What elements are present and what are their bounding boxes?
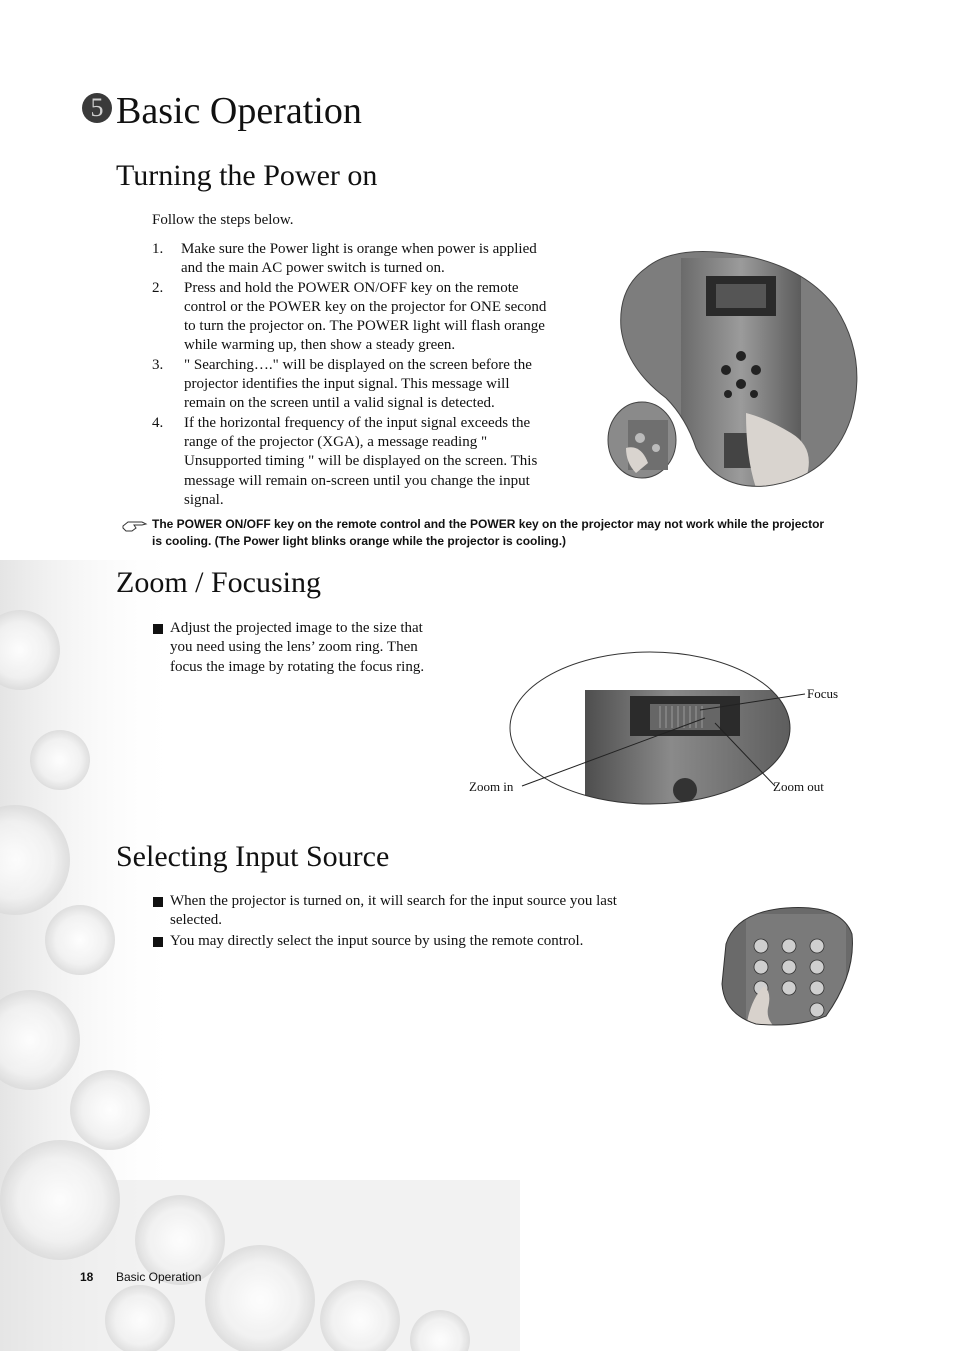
source-line: You may directly select the input source by using the remote control. [170, 933, 584, 949]
power-steps-list [152, 240, 592, 510]
footer-title: Basic Operation [116, 1270, 202, 1284]
step-line: projector identifies the input signal. This message will [184, 376, 510, 393]
step-line: and the main AC power switch is turned on. [181, 260, 445, 277]
step-line: signal. [184, 491, 224, 508]
step-line: Unsupported timing " will be displayed on the screen. This [184, 453, 538, 470]
step-item [152, 279, 592, 356]
step-item [152, 356, 592, 414]
step-line: range of the projector (XGA), a message reading " [184, 433, 488, 450]
step-line: Press and hold the POWER ON/OFF key on the remote [184, 279, 519, 296]
step-line: " Searching…." will be displayed on the screen before the [184, 356, 532, 373]
power-note [152, 516, 912, 550]
step-number: 1. [152, 241, 164, 257]
bullet-square [153, 937, 163, 947]
focus-caption: Focus [807, 686, 839, 701]
page-number: 18 [80, 1270, 94, 1284]
lens-zoom-photo [500, 628, 820, 806]
zoom-paragraph [170, 619, 460, 677]
zoom-out-caption: Zoom out [773, 779, 824, 794]
chapter-number-badge: 5 [82, 93, 112, 123]
section-heading-zoom: Zoom / Focusing [116, 566, 322, 599]
zoom-line: you need using the lens’ zoom ring. Then [170, 639, 418, 656]
zoom-in-caption: Zoom in [469, 779, 514, 794]
pointing-hand-icon [122, 519, 148, 533]
bullet-square [153, 897, 163, 907]
remote-control-photo [716, 904, 856, 1028]
source-line: When the projector is turned on, it will search for the input source you last [170, 893, 617, 909]
step-line: Make sure the Power light is orange when power is applied [181, 241, 537, 257]
step-line: If the horizontal frequency of the input signal exceeds the [184, 414, 531, 431]
zoom-line: Adjust the projected image to the size that [170, 620, 423, 636]
note-line: is cooling. (The Power light blinks orange while the projector is cooling.) [152, 534, 567, 548]
note-line: The POWER ON/OFF key on the remote control and the POWER key on the projector may not work while the projector [152, 517, 825, 531]
step-line: to turn the projector on. The POWER light will flash orange [184, 318, 545, 335]
step-number: 2. [152, 279, 164, 296]
zoom-line: focus the image by rotating the focus ring. [170, 658, 425, 675]
projector-power-key-photo [606, 248, 876, 488]
step-line: while warming up, then show a steady green. [184, 337, 456, 354]
step-line: control or the POWER key on the projector for ONE second [184, 298, 547, 315]
step-line: remain on the screen until a valid signal is detected. [184, 395, 495, 412]
chapter-title: Basic Operation [116, 90, 362, 132]
source-bullet-2 [170, 932, 690, 951]
source-line: selected. [170, 912, 223, 929]
step-number: 3. [152, 356, 164, 373]
step-line: message will remain on-screen until you change the input [184, 472, 530, 489]
step-number: 4. [152, 414, 164, 431]
step-item [152, 240, 592, 279]
section-heading-power: Turning the Power on [116, 159, 378, 192]
section-heading-source: Selecting Input Source [116, 840, 390, 873]
bullet-square [153, 624, 163, 634]
power-intro: Follow the steps below. [152, 212, 294, 228]
step-item [152, 414, 592, 510]
source-bullet-1 [170, 892, 690, 931]
